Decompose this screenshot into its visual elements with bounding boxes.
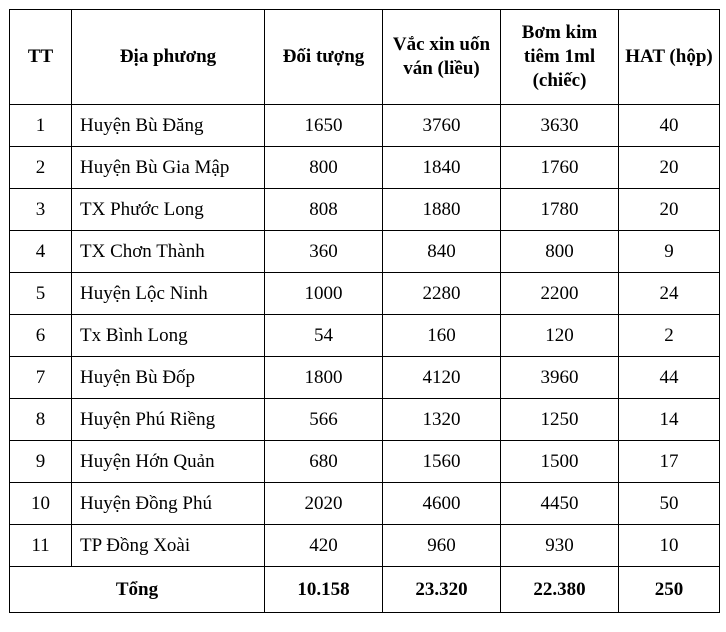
cell-hat: 20 <box>619 147 720 189</box>
table-row <box>10 189 720 231</box>
cell-locality: Tx Bình Long <box>72 315 265 357</box>
supply-table <box>9 9 720 613</box>
cell-tt: 6 <box>10 315 72 357</box>
cell-tt: 3 <box>10 189 72 231</box>
cell-syringe: 800 <box>501 231 619 273</box>
cell-subjects: 800 <box>265 147 383 189</box>
cell-syringe: 1780 <box>501 189 619 231</box>
cell-syringe: 3960 <box>501 357 619 399</box>
cell-hat: 24 <box>619 273 720 315</box>
cell-tt: 8 <box>10 399 72 441</box>
cell-vaccine: 2280 <box>383 273 501 315</box>
cell-subjects: 360 <box>265 231 383 273</box>
cell-tt: 7 <box>10 357 72 399</box>
cell-hat: 17 <box>619 441 720 483</box>
table-row <box>10 273 720 315</box>
cell-locality: Huyện Bù Đăng <box>72 105 265 147</box>
cell-vaccine: 160 <box>383 315 501 357</box>
table-row <box>10 357 720 399</box>
cell-vaccine: 840 <box>383 231 501 273</box>
cell-vaccine: 4120 <box>383 357 501 399</box>
header-syringe: Bơm kim tiêm 1ml (chiếc) <box>501 10 619 105</box>
total-row <box>10 567 720 613</box>
table-row <box>10 525 720 567</box>
cell-syringe: 4450 <box>501 483 619 525</box>
cell-subjects: 1000 <box>265 273 383 315</box>
cell-syringe: 3630 <box>501 105 619 147</box>
header-row <box>10 10 720 105</box>
table-row <box>10 483 720 525</box>
cell-hat: 20 <box>619 189 720 231</box>
header-hat: HAT (hộp) <box>619 10 720 105</box>
cell-syringe: 120 <box>501 315 619 357</box>
cell-tt: 9 <box>10 441 72 483</box>
header-tt: TT <box>10 10 72 105</box>
cell-locality: Huyện Hớn Quản <box>72 441 265 483</box>
cell-subjects: 420 <box>265 525 383 567</box>
total-label: Tổng <box>10 567 265 613</box>
cell-tt: 10 <box>10 483 72 525</box>
cell-vaccine: 1840 <box>383 147 501 189</box>
cell-locality: Huyện Bù Đốp <box>72 357 265 399</box>
cell-tt: 2 <box>10 147 72 189</box>
cell-locality: TP Đồng Xoài <box>72 525 265 567</box>
cell-subjects: 2020 <box>265 483 383 525</box>
cell-syringe: 1500 <box>501 441 619 483</box>
cell-hat: 10 <box>619 525 720 567</box>
cell-hat: 44 <box>619 357 720 399</box>
cell-vaccine: 1320 <box>383 399 501 441</box>
cell-locality: Huyện Bù Gia Mập <box>72 147 265 189</box>
table-row <box>10 147 720 189</box>
cell-subjects: 566 <box>265 399 383 441</box>
total-vaccine: 23.320 <box>383 567 501 613</box>
cell-hat: 2 <box>619 315 720 357</box>
cell-subjects: 1800 <box>265 357 383 399</box>
table-row <box>10 315 720 357</box>
cell-tt: 5 <box>10 273 72 315</box>
cell-subjects: 54 <box>265 315 383 357</box>
table-row <box>10 105 720 147</box>
cell-syringe: 930 <box>501 525 619 567</box>
header-vaccine: Vắc xin uốn ván (liều) <box>383 10 501 105</box>
cell-subjects: 1650 <box>265 105 383 147</box>
cell-vaccine: 960 <box>383 525 501 567</box>
cell-hat: 9 <box>619 231 720 273</box>
cell-locality: Huyện Lộc Ninh <box>72 273 265 315</box>
cell-locality: TX Phước Long <box>72 189 265 231</box>
cell-locality: Huyện Phú Riềng <box>72 399 265 441</box>
cell-tt: 4 <box>10 231 72 273</box>
cell-locality: TX Chơn Thành <box>72 231 265 273</box>
header-locality: Địa phương <box>72 10 265 105</box>
cell-syringe: 1760 <box>501 147 619 189</box>
cell-hat: 14 <box>619 399 720 441</box>
total-subjects: 10.158 <box>265 567 383 613</box>
cell-syringe: 2200 <box>501 273 619 315</box>
table-row <box>10 441 720 483</box>
table-row <box>10 399 720 441</box>
cell-subjects: 680 <box>265 441 383 483</box>
cell-locality: Huyện Đồng Phú <box>72 483 265 525</box>
cell-hat: 50 <box>619 483 720 525</box>
total-hat: 250 <box>619 567 720 613</box>
cell-hat: 40 <box>619 105 720 147</box>
cell-vaccine: 1880 <box>383 189 501 231</box>
table-row <box>10 231 720 273</box>
cell-tt: 11 <box>10 525 72 567</box>
cell-vaccine: 4600 <box>383 483 501 525</box>
cell-syringe: 1250 <box>501 399 619 441</box>
cell-vaccine: 3760 <box>383 105 501 147</box>
cell-tt: 1 <box>10 105 72 147</box>
total-syringe: 22.380 <box>501 567 619 613</box>
cell-subjects: 808 <box>265 189 383 231</box>
header-subjects: Đối tượng <box>265 10 383 105</box>
cell-vaccine: 1560 <box>383 441 501 483</box>
